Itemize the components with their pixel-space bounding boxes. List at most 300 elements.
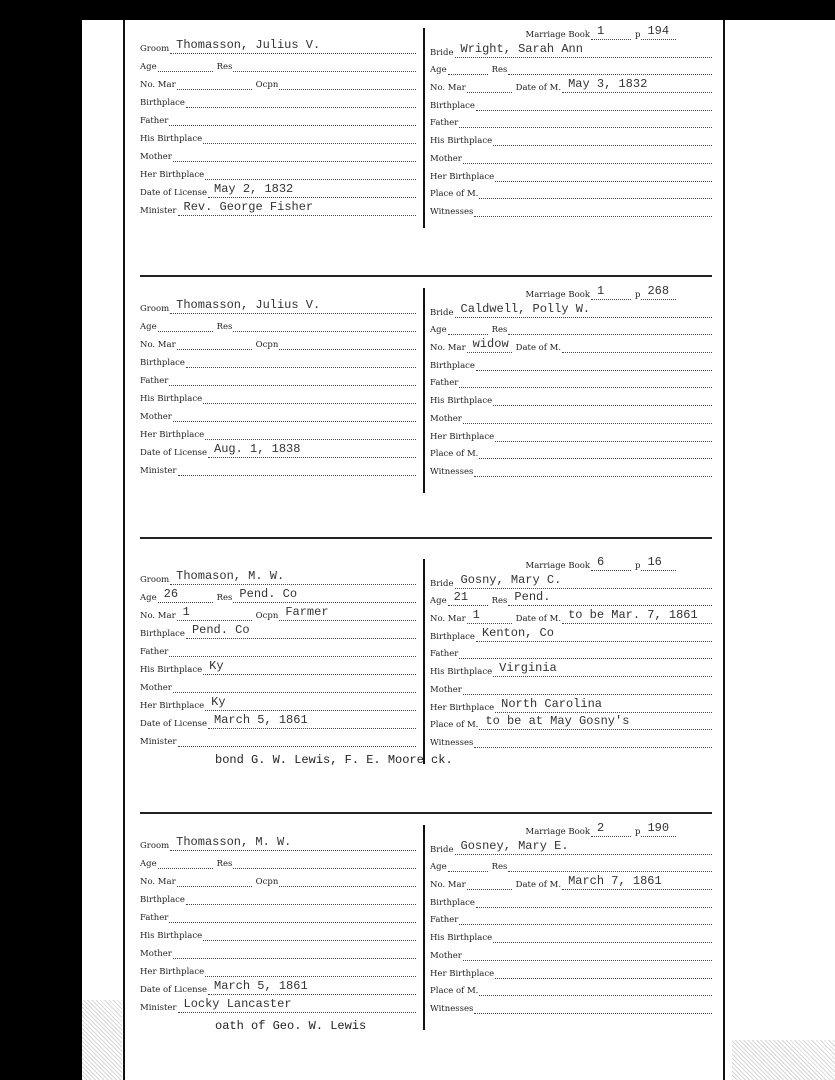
bride-res-value: Pend. <box>514 590 551 605</box>
right-margin-line <box>723 20 725 1080</box>
card-center-divider <box>423 559 425 764</box>
bride-age-field <box>448 859 488 872</box>
card-divider <box>140 537 712 539</box>
form-row <box>140 36 420 54</box>
bride-age-label: Age <box>430 325 447 336</box>
groom-no-mar-field <box>177 337 252 350</box>
marriage-book-page-field <box>641 24 676 40</box>
form-row <box>140 180 420 198</box>
bride-date-of-m-field <box>562 340 712 353</box>
groom-ocpn-label: Ocpn <box>255 80 279 90</box>
marriage-book-page-label: p <box>635 290 641 300</box>
groom-age-value: 26 <box>163 587 179 601</box>
groom-birthplace-field <box>186 892 416 905</box>
bride-father-label: Father <box>430 649 459 660</box>
form-row <box>430 606 716 624</box>
bride-mother-field <box>463 411 712 424</box>
form-row <box>140 90 420 108</box>
form-row <box>140 923 420 941</box>
groom-name-field <box>170 569 416 585</box>
marriage-book-label: Marriage Book <box>525 561 591 571</box>
groom-father-field <box>169 113 416 126</box>
bride-birthplace-label: Birthplace <box>430 100 475 111</box>
groom-birthplace-field <box>186 623 416 639</box>
marriage-book-page-label: p <box>635 30 641 40</box>
card-divider <box>140 275 712 277</box>
groom-his-birthplace-label: His Birthplace <box>140 394 203 404</box>
bride-date-of-m-field <box>562 874 712 890</box>
bride-place-of-m-value: to be at May Gosny's <box>485 714 630 729</box>
groom-minister-field <box>178 734 417 747</box>
bride-column <box>430 553 716 748</box>
groom-column <box>140 833 420 1013</box>
groom-age-label: Age <box>140 859 157 869</box>
form-row <box>140 941 420 959</box>
card-note: bond G. W. Lewis, F. E. Moore ck. <box>215 753 453 767</box>
groom-no-mar-field <box>177 605 252 621</box>
groom-her-birthplace-value: Ky <box>211 695 226 709</box>
bride-name-field <box>455 572 713 589</box>
groom-her-birthplace-field <box>205 167 416 180</box>
bride-his-birthplace-field <box>493 133 712 146</box>
form-row <box>140 422 420 440</box>
bride-place-of-m-field <box>479 186 712 199</box>
bride-no-mar-value: 1 <box>472 608 480 623</box>
form-row <box>430 996 716 1014</box>
groom-ocpn-label: Ocpn <box>255 340 279 350</box>
bride-no-mar-label: No. Mar <box>430 343 466 354</box>
bride-mother-field <box>463 948 712 961</box>
bride-witnesses-field <box>474 204 712 217</box>
groom-age-label: Age <box>140 62 157 72</box>
form-row <box>140 198 420 216</box>
groom-res-label: Res <box>216 62 233 72</box>
form-row <box>140 977 420 995</box>
marriage-book-label: Marriage Book <box>525 30 591 40</box>
marriage-book-row <box>430 553 716 571</box>
bride-name-value: Gosny, Mary C. <box>460 572 562 587</box>
groom-no-mar-value: 1 <box>182 605 190 619</box>
marriage-book-page-field <box>641 555 676 571</box>
groom-his-birthplace-label: His Birthplace <box>140 665 203 675</box>
bride-res-label: Res <box>491 325 508 336</box>
bride-date-of-m-value: May 3, 1832 <box>568 77 648 92</box>
bride-column <box>430 22 716 217</box>
groom-mother-label: Mother <box>140 683 172 693</box>
bride-age-label: Age <box>430 65 447 76</box>
marriage-book-value: 1 <box>597 24 605 38</box>
groom-birthplace-label: Birthplace <box>140 98 185 108</box>
bride-birthplace-label: Birthplace <box>430 360 475 371</box>
groom-date-of-license-value: March 5, 1861 <box>214 713 308 727</box>
bride-date-of-m-label: Date of M. <box>515 343 562 354</box>
form-row <box>140 657 420 675</box>
marriage-book-row <box>430 819 716 837</box>
groom-res-field <box>233 319 416 332</box>
groom-birthplace-value: Pend. Co <box>191 623 250 637</box>
bride-age-label: Age <box>430 862 447 873</box>
groom-res-label: Res <box>216 859 233 869</box>
bride-date-of-m-value: March 7, 1861 <box>568 874 662 889</box>
marriage-book-page-value: 268 <box>647 284 670 298</box>
marriage-book-page-value: 190 <box>647 821 670 835</box>
bride-birthplace-field <box>476 358 712 371</box>
marriage-book-page-field <box>641 284 676 300</box>
form-row <box>430 979 716 997</box>
form-row <box>140 905 420 923</box>
bride-name-field <box>455 41 713 58</box>
bride-res-field <box>508 62 712 75</box>
groom-res-field <box>233 856 416 869</box>
form-row <box>140 296 420 314</box>
form-row <box>140 54 420 72</box>
bride-witnesses-label: Witnesses <box>430 206 474 217</box>
form-row <box>140 693 420 711</box>
form-row <box>430 837 716 855</box>
form-row <box>430 111 716 129</box>
bride-name-value: Gosney, Mary E. <box>460 838 569 853</box>
marriage-book-row <box>430 282 716 300</box>
groom-date-of-license-label: Date of License <box>140 719 208 729</box>
form-row <box>430 855 716 873</box>
form-row <box>140 440 420 458</box>
bride-witnesses-field <box>474 464 712 477</box>
bride-his-birthplace-field <box>493 393 712 406</box>
bride-mother-label: Mother <box>430 413 462 424</box>
form-row <box>430 335 716 353</box>
form-row <box>430 128 716 146</box>
bride-date-of-m-field <box>562 608 712 624</box>
form-row <box>140 995 420 1013</box>
document-page <box>82 20 835 1080</box>
bride-his-birthplace-value: Virginia <box>499 661 557 676</box>
form-row <box>430 182 716 200</box>
scan-noise <box>732 1040 835 1080</box>
groom-date-of-license-field <box>208 979 416 995</box>
bride-name-label: Bride <box>430 844 454 855</box>
bride-column <box>430 282 716 477</box>
bride-no-mar-field <box>467 877 512 890</box>
bride-age-field <box>448 322 488 335</box>
groom-age-field <box>158 587 213 603</box>
groom-his-birthplace-field <box>203 659 416 675</box>
groom-date-of-license-value: May 2, 1832 <box>214 182 294 196</box>
marriage-book-field <box>591 24 631 40</box>
form-row <box>430 58 716 76</box>
form-row <box>140 368 420 386</box>
bride-her-birthplace-field <box>495 696 712 713</box>
form-row <box>430 890 716 908</box>
bride-no-mar-field <box>467 337 512 353</box>
groom-no-mar-label: No. Mar <box>140 877 176 887</box>
groom-ocpn-label: Ocpn <box>255 877 279 887</box>
bride-place-of-m-field <box>479 714 712 730</box>
bride-res-field <box>508 322 712 335</box>
bride-res-field <box>508 859 712 872</box>
groom-name-label: Groom <box>140 575 170 585</box>
form-row <box>140 729 420 747</box>
bride-her-birthplace-label: Her Birthplace <box>430 968 495 979</box>
groom-ocpn-field <box>279 605 416 621</box>
marriage-book-page-label: p <box>635 827 641 837</box>
bride-father-field <box>459 375 712 388</box>
groom-name-label: Groom <box>140 44 170 54</box>
groom-father-label: Father <box>140 913 169 923</box>
bride-column <box>430 819 716 1014</box>
bride-name-label: Bride <box>430 47 454 58</box>
groom-birthplace-field <box>186 95 416 108</box>
bride-name-value: Wright, Sarah Ann <box>460 41 583 56</box>
groom-no-mar-field <box>177 77 252 90</box>
bride-date-of-m-value: to be Mar. 7, 1861 <box>568 608 698 623</box>
bride-her-birthplace-field <box>495 966 712 979</box>
card-note: oath of Geo. W. Lewis <box>215 1019 367 1033</box>
form-row <box>140 675 420 693</box>
marriage-book-value: 2 <box>597 821 605 835</box>
groom-mother-field <box>173 409 416 422</box>
form-row <box>430 93 716 111</box>
bride-name-label: Bride <box>430 307 454 318</box>
form-row <box>430 199 716 217</box>
groom-name-field <box>170 38 416 54</box>
groom-father-label: Father <box>140 376 169 386</box>
form-row <box>430 659 716 677</box>
bride-birthplace-label: Birthplace <box>430 897 475 908</box>
bride-birthplace-value: Kenton, Co <box>481 625 554 640</box>
bride-his-birthplace-label: His Birthplace <box>430 933 493 944</box>
groom-age-field <box>158 319 213 332</box>
bride-her-birthplace-field <box>495 169 712 182</box>
groom-age-field <box>158 856 213 869</box>
groom-age-field <box>158 59 213 72</box>
groom-column <box>140 567 420 747</box>
bride-witnesses-field <box>474 735 712 748</box>
groom-minister-label: Minister <box>140 206 177 216</box>
bride-his-birthplace-label: His Birthplace <box>430 667 493 678</box>
form-row <box>140 833 420 851</box>
bride-date-of-m-field <box>562 77 712 93</box>
bride-her-birthplace-label: Her Birthplace <box>430 431 495 442</box>
groom-column <box>140 36 420 216</box>
groom-her-birthplace-field <box>205 427 416 440</box>
bride-his-birthplace-label: His Birthplace <box>430 396 493 407</box>
marriage-book-row <box>430 22 716 40</box>
groom-date-of-license-field <box>208 182 416 198</box>
groom-res-field <box>233 59 416 72</box>
groom-date-of-license-value: Aug. 1, 1838 <box>214 442 301 456</box>
form-row <box>430 371 716 389</box>
groom-father-field <box>169 910 416 923</box>
groom-age-label: Age <box>140 322 157 332</box>
groom-her-birthplace-label: Her Birthplace <box>140 170 205 180</box>
bride-father-label: Father <box>430 118 459 129</box>
groom-her-birthplace-label: Her Birthplace <box>140 967 205 977</box>
marriage-book-label: Marriage Book <box>525 827 591 837</box>
bride-father-label: Father <box>430 378 459 389</box>
groom-ocpn-field <box>279 337 416 350</box>
marriage-book-page-label: p <box>635 561 641 571</box>
form-row <box>430 589 716 607</box>
marriage-book-page-value: 194 <box>647 24 670 38</box>
form-row <box>140 567 420 585</box>
bride-birthplace-field <box>476 98 712 111</box>
form-row <box>140 869 420 887</box>
form-row <box>430 677 716 695</box>
bride-age-field <box>448 62 488 75</box>
groom-ocpn-value: Farmer <box>285 605 329 619</box>
form-row <box>430 730 716 748</box>
form-row <box>140 350 420 368</box>
form-row <box>430 943 716 961</box>
groom-date-of-license-field <box>208 713 416 729</box>
groom-minister-value: Locky Lancaster <box>183 997 292 1011</box>
form-row <box>140 959 420 977</box>
form-row <box>140 314 420 332</box>
form-row <box>430 318 716 336</box>
form-row <box>140 887 420 905</box>
bride-place-of-m-field <box>479 983 712 996</box>
bride-age-label: Age <box>430 596 447 607</box>
form-row <box>140 711 420 729</box>
bride-her-birthplace-value: North Carolina <box>501 696 602 711</box>
form-row <box>140 144 420 162</box>
groom-date-of-license-label: Date of License <box>140 448 208 458</box>
groom-minister-field <box>178 200 417 216</box>
bride-name-label: Bride <box>430 578 454 589</box>
groom-birthplace-label: Birthplace <box>140 895 185 905</box>
marriage-book-page-value: 16 <box>647 555 662 569</box>
groom-ocpn-field <box>279 874 416 887</box>
form-row <box>430 300 716 318</box>
bride-his-birthplace-field <box>493 930 712 943</box>
groom-father-label: Father <box>140 647 169 657</box>
form-row <box>430 442 716 460</box>
card-center-divider <box>423 28 425 228</box>
bride-age-value: 21 <box>453 590 469 605</box>
groom-birthplace-label: Birthplace <box>140 629 185 639</box>
bride-father-field <box>459 912 712 925</box>
marriage-book-field <box>591 555 631 571</box>
bride-mother-field <box>463 682 712 695</box>
form-row <box>140 458 420 476</box>
groom-mother-field <box>173 149 416 162</box>
groom-ocpn-field <box>279 77 416 90</box>
groom-minister-field <box>178 997 417 1013</box>
bride-his-birthplace-label: His Birthplace <box>430 136 493 147</box>
card-divider <box>140 812 712 814</box>
bride-her-birthplace-field <box>495 429 712 442</box>
groom-name-value: Thomasson, M. W. <box>176 835 292 849</box>
form-row <box>430 908 716 926</box>
groom-name-value: Thomasson, Julius V. <box>176 298 321 312</box>
groom-no-mar-field <box>177 874 252 887</box>
bride-no-mar-label: No. Mar <box>430 880 466 891</box>
groom-mother-label: Mother <box>140 412 172 422</box>
form-row <box>430 571 716 589</box>
bride-no-mar-field <box>467 80 512 93</box>
bride-res-label: Res <box>491 862 508 873</box>
form-row <box>430 424 716 442</box>
bride-mother-label: Mother <box>430 950 462 961</box>
groom-his-birthplace-field <box>203 391 416 404</box>
form-row <box>140 603 420 621</box>
bride-no-mar-label: No. Mar <box>430 83 466 94</box>
groom-mother-label: Mother <box>140 949 172 959</box>
scan-noise <box>82 1000 122 1080</box>
bride-mother-field <box>463 151 712 164</box>
groom-ocpn-label: Ocpn <box>255 611 279 621</box>
bride-place-of-m-label: Place of M. <box>430 189 479 200</box>
groom-her-birthplace-label: Her Birthplace <box>140 701 205 711</box>
groom-date-of-license-label: Date of License <box>140 985 208 995</box>
groom-no-mar-label: No. Mar <box>140 340 176 350</box>
bride-place-of-m-field <box>479 446 712 459</box>
bride-mother-label: Mother <box>430 153 462 164</box>
form-row <box>140 386 420 404</box>
form-row <box>430 40 716 58</box>
groom-father-field <box>169 373 416 386</box>
bride-name-field <box>455 301 713 318</box>
groom-minister-value: Rev. George Fisher <box>183 200 314 214</box>
bride-witnesses-label: Witnesses <box>430 466 474 477</box>
card-center-divider <box>423 825 425 1030</box>
form-row <box>140 621 420 639</box>
bride-witnesses-label: Witnesses <box>430 737 474 748</box>
bride-res-label: Res <box>491 65 508 76</box>
bride-place-of-m-label: Place of M. <box>430 720 479 731</box>
groom-mother-field <box>173 946 416 959</box>
form-row <box>430 713 716 731</box>
groom-father-field <box>169 644 416 657</box>
bride-name-field <box>455 838 713 855</box>
bride-father-label: Father <box>430 915 459 926</box>
marriage-book-value: 1 <box>597 284 605 298</box>
form-row <box>430 75 716 93</box>
groom-name-label: Groom <box>140 841 170 851</box>
bride-her-birthplace-label: Her Birthplace <box>430 171 495 182</box>
groom-res-field <box>233 587 416 603</box>
groom-name-field <box>170 298 416 314</box>
bride-date-of-m-label: Date of M. <box>515 880 562 891</box>
groom-his-birthplace-value: Ky <box>209 659 224 673</box>
form-row <box>140 108 420 126</box>
form-row <box>140 126 420 144</box>
groom-name-label: Groom <box>140 304 170 314</box>
bride-place-of-m-label: Place of M. <box>430 449 479 460</box>
bride-date-of-m-label: Date of M. <box>515 614 562 625</box>
form-row <box>430 353 716 371</box>
bride-res-field <box>508 590 712 606</box>
groom-name-value: Thomason, M. W. <box>176 569 285 583</box>
groom-father-label: Father <box>140 116 169 126</box>
bride-mother-label: Mother <box>430 684 462 695</box>
groom-her-birthplace-label: Her Birthplace <box>140 430 205 440</box>
form-row <box>430 406 716 424</box>
bride-witnesses-field <box>474 1001 712 1014</box>
bride-age-field <box>448 590 488 606</box>
bride-no-mar-value: widow <box>472 337 509 352</box>
groom-name-field <box>170 835 416 851</box>
bride-witnesses-label: Witnesses <box>430 1003 474 1014</box>
form-row <box>140 162 420 180</box>
groom-res-label: Res <box>216 322 233 332</box>
bride-no-mar-field <box>467 608 512 624</box>
groom-her-birthplace-field <box>205 964 416 977</box>
marriage-book-page-field <box>641 821 676 837</box>
groom-minister-label: Minister <box>140 737 177 747</box>
groom-date-of-license-field <box>208 442 416 458</box>
bride-no-mar-label: No. Mar <box>430 614 466 625</box>
